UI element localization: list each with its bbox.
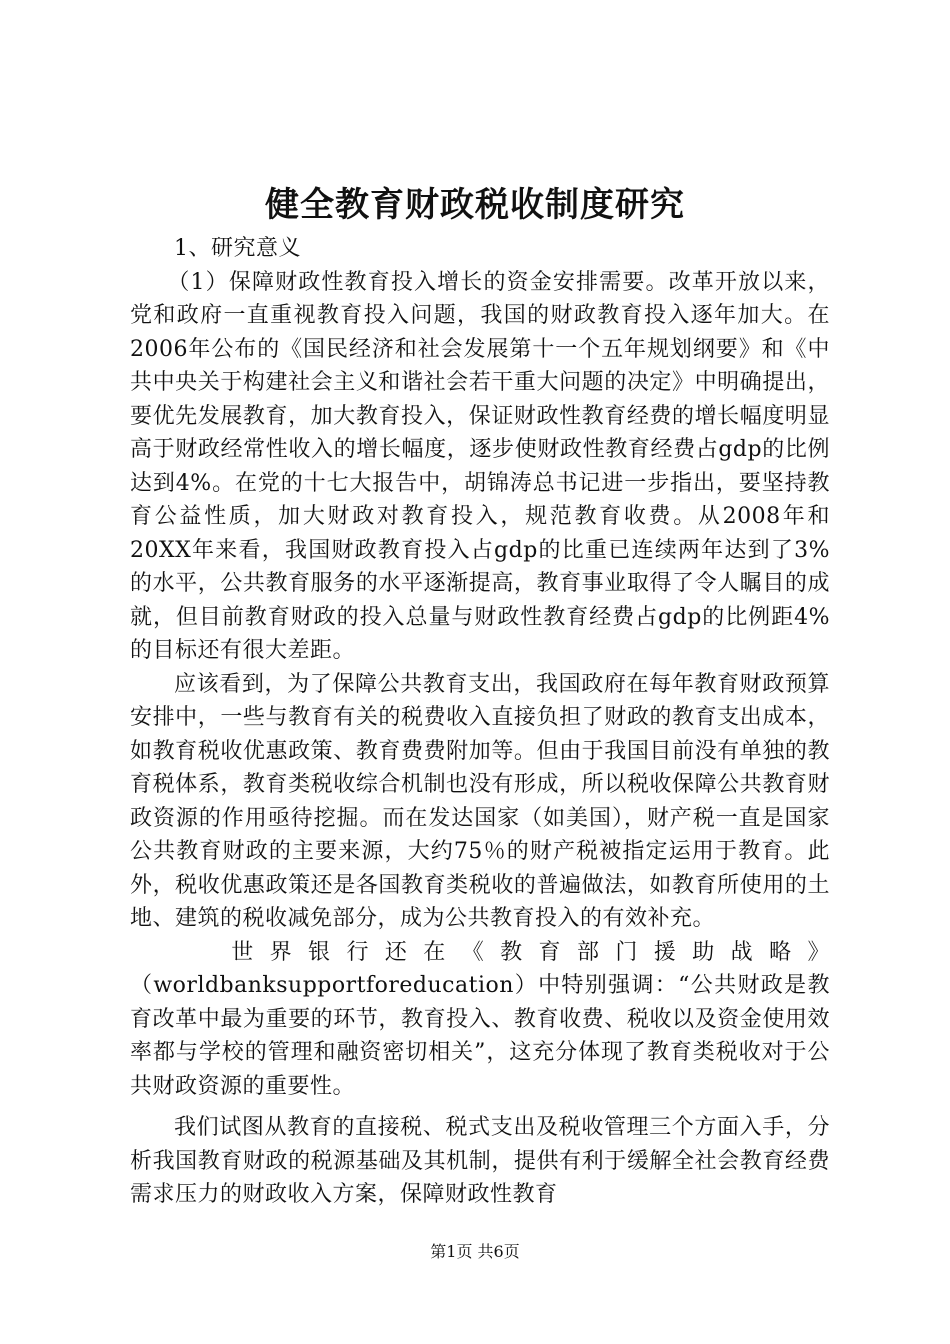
page-footer: 第1页 共6页 <box>430 1242 520 1261</box>
document-body <box>130 232 830 1212</box>
paragraph-3-first-line: 世界银行还在《教育部门援助战略》 <box>231 939 830 965</box>
section-heading: 1、研究意义 <box>174 236 301 261</box>
paragraph-4: 我们试图从教育的直接税、税式支出及税收管理三个方面入手，分析我国教育财政的税源基础及其机制，提供有利于缓解全社会教育经费需求压力的财政收入方案，保障财政性教育 <box>130 1115 830 1207</box>
paragraph-3-rest: （worldbanksupportforeducation）中特别强调：“公共财政是教育改革中最为重要的环节，教育投入、教育收费、税收以及资金使用效率都与学校的管理和融资密切相关”，这充分体现了教育类税收对于公共财政资源的重要性。 <box>130 973 830 1099</box>
paragraph-1: （1）保障财政性教育投入增长的资金安排需要。改革开放以来，党和政府一直重视教育投入问题，我国的财政教育投入逐年加大。在2006年公布的《国民经济和社会发展第十一个五年规划纲要》和《中共中央关于构建社会主义和谐社会若干重大问题的决定》中明确提出，要优先发展教育，加大教育投入，保证财政性教育经费的增长幅度明显高于财政经常性收入的增长幅度，逐步使财政性教育经费占gdp的比例达到4%。在党的十七大报告中，胡锦涛总书记进一步指出，要坚持教育公益性质，加大财政对教育投入，规范教育收费。从2008年和20XX年来看，我国财政教育投入占gdp的比重已连续两年达到了3%的水平，公共教育服务的水平逐渐提高，教育事业取得了令人瞩目的成就，但目前教育财政的投入总量与财政性教育经费占gdp的比例距4%的目标还有很大差距。 <box>130 269 830 663</box>
paragraph-2: 应该看到，为了保障公共教育支出，我国政府在每年教育财政预算安排中，一些与教育有关的税费收入直接负担了财政的教育支出成本，如教育税收优惠政策、教育费费附加等。但由于我国目前没有单独的教育税体系，教育类税收综合机制也没有形成，所以税收保障公共教育财政资源的作用亟待挖掘。而在发达国家（如美国），财产税一直是国家公共教育财政的主要来源，大约75％的财产税被指定运用于教育。此外，税收优惠政策还是各国教育类税收的普遍做法，如教育所使用的土地、建筑的税收减免部分，成为公共教育投入的有效补充。 <box>130 671 830 931</box>
document-title: 健全教育财政税收制度研究 <box>265 185 685 225</box>
